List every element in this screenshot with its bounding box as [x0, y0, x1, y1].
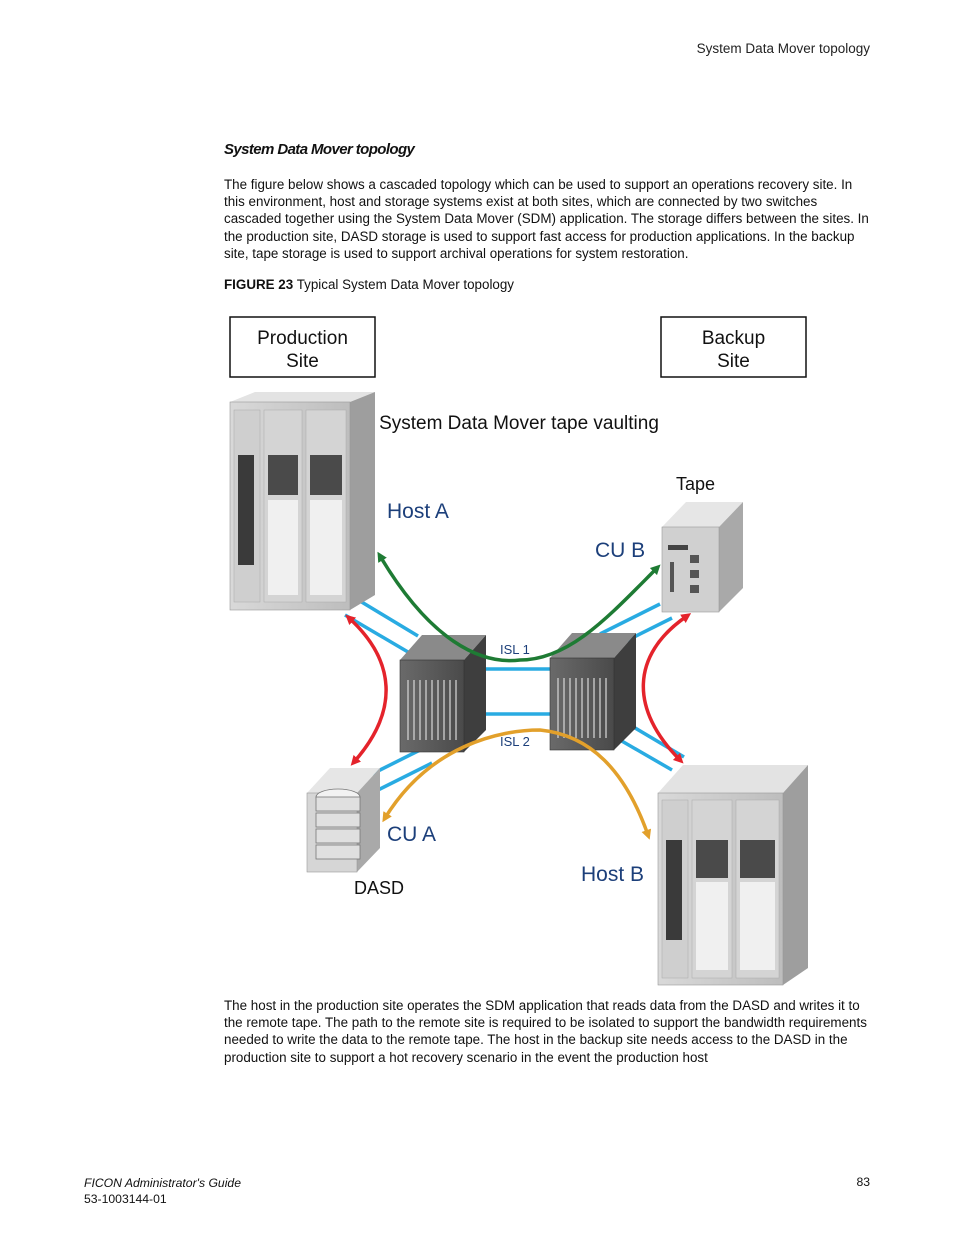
backup-site-box [661, 317, 806, 377]
figure-number: FIGURE 23 [224, 277, 294, 292]
dasd-unit [307, 768, 380, 872]
figure-caption-text: Typical System Data Mover topology [296, 277, 515, 292]
body-paragraph: The host in the production site operates the SDM application that reads data from the DASD and writes it to the remote tape. The path to the remote site is required to be isolated to support the bandwidth requirements needed to write the data to the remote tape. The host in the backup site needs access to the DASD in the production site to support a hot recovery scenario in the event the production host [224, 998, 867, 1065]
running-header: System Data Mover topology [696, 41, 870, 56]
label-isl-1: ISL 1 [500, 642, 530, 657]
figure-caption [224, 277, 514, 292]
host-b-rack [658, 765, 808, 985]
footer-doc-number: 53-1003144-01 [84, 1192, 167, 1206]
label-host-b: Host B [581, 863, 645, 886]
production-local-arrow-red [349, 618, 386, 762]
tape-unit [662, 502, 743, 612]
host-a-rack [230, 392, 375, 610]
label-cu-b: CU B [595, 539, 646, 562]
production-site-box [230, 317, 375, 377]
label-dasd: DASD [354, 878, 405, 898]
footer-left [84, 1175, 241, 1207]
diagram-title: System Data Mover tape vaulting [379, 413, 659, 434]
section-title: System Data Mover topology [224, 141, 415, 158]
backup-site-line2: Site [717, 351, 750, 372]
label-host-a: Host A [387, 500, 449, 523]
intro-paragraph: The figure below shows a cascaded topology which can be used to support an operations recovery site. In this environment, host and storage systems exist at both sites, which are connected by two switches cascaded together using the System Data Mover (SDM) application. The storage differs between the sites. In the production site, DASD storage is used to support fast access for production applications. In the backup site, tape storage is used to support archival operations for system restoration. [224, 177, 869, 261]
production-site-line1: Production [257, 328, 348, 349]
backup-site-line1: Backup [701, 328, 766, 349]
production-site-line2: Site [286, 351, 319, 372]
label-cu-a: CU A [387, 823, 437, 846]
footer-page-number: 83 [856, 1175, 870, 1189]
label-tape: Tape [676, 474, 716, 494]
footer-guide-title: FICON Administrator's Guide [84, 1176, 241, 1190]
label-isl-2: ISL 2 [500, 734, 530, 749]
